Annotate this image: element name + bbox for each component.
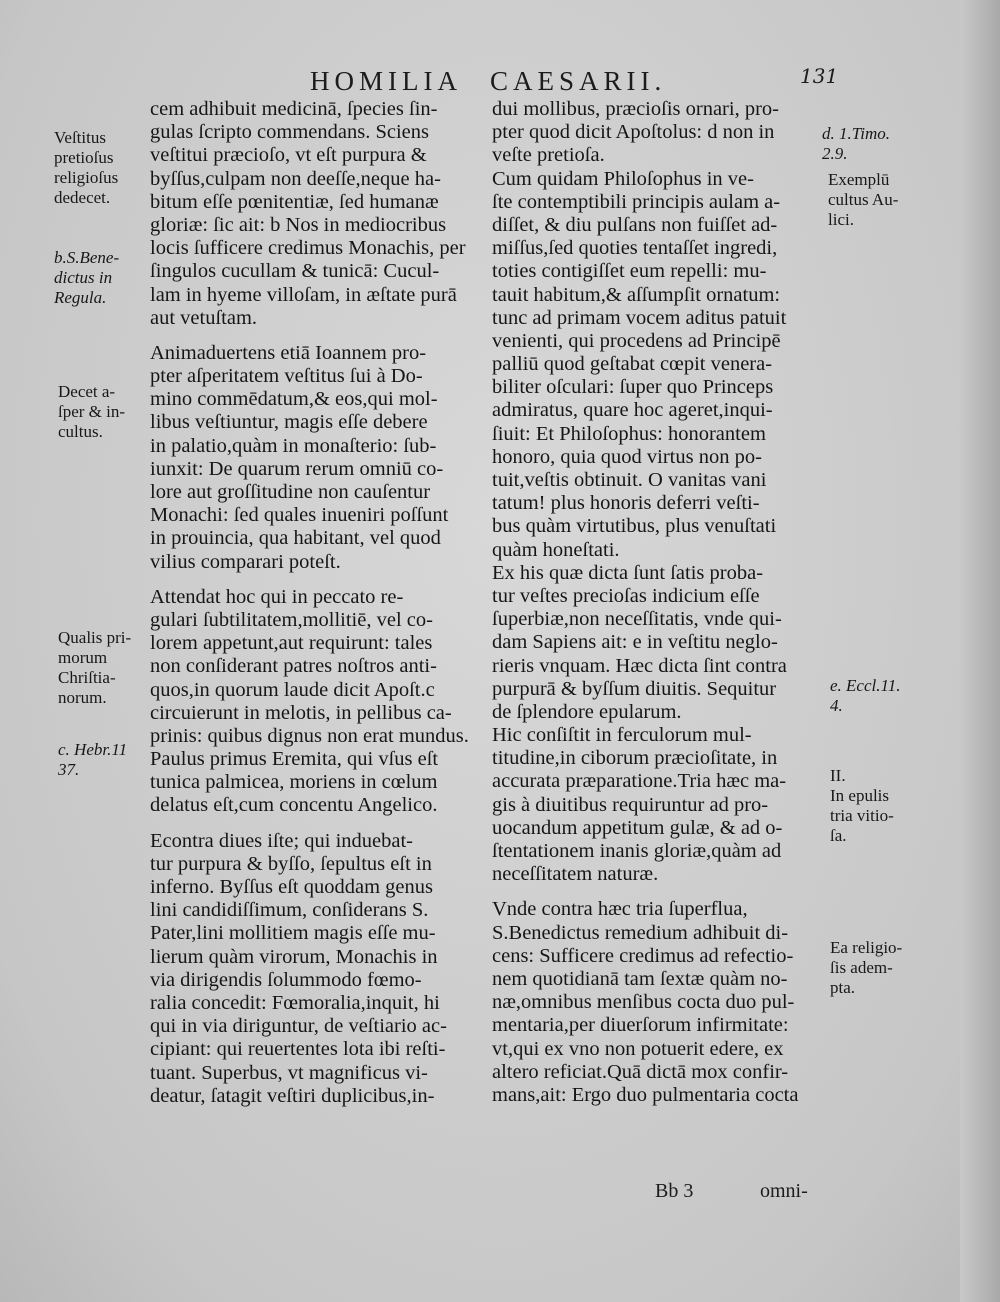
margin-note-line: cultus.	[58, 422, 103, 441]
text-line: Econtra diues iſte; qui induebat-	[150, 829, 414, 852]
text-line: non conſiderant patres noſtros anti-	[150, 655, 437, 678]
text-line: accurata præparatione.Tria hæc ma-	[492, 770, 787, 793]
margin-note-line: Exemplū	[828, 170, 890, 189]
header-title-right: CAESARII.	[490, 66, 667, 96]
text-line: mans,ait: Ergo duo pulmentaria cocta	[492, 1083, 799, 1106]
margin-note-line: norum.	[58, 688, 107, 707]
margin-note-epulis	[830, 766, 894, 846]
text-line: delatus eſt,cum concentu Angelico.	[150, 794, 438, 817]
text-line: pter quod dicit Apoſtolus: d non in	[492, 121, 775, 144]
text-line: toties contigiſſet eum repelli: mu-	[492, 260, 767, 283]
text-line: tur veſtes precioſas indicium eſſe	[492, 584, 760, 607]
text-line: inferno. Byſſus eſt quoddam genus	[150, 876, 433, 898]
text-line: nem quotidianā tam ſextæ quàm no-	[492, 967, 788, 990]
text-line: cens: Sufficere credimus ad refectio-	[492, 944, 794, 967]
text-line: lini candidiſſimum, conſiderans S.	[150, 899, 429, 922]
text-line: mentaria,per diuerſorum infirmitate:	[492, 1014, 789, 1037]
margin-note-exemplum	[828, 170, 898, 230]
margin-note-decet	[58, 382, 125, 442]
folio-number: 131	[800, 64, 839, 88]
text-line: Animaduertens etiā Ioannem pro-	[150, 341, 427, 364]
margin-note-line: ſis adem-	[830, 958, 893, 977]
margin-note-line: b.S.Bene-	[54, 248, 120, 267]
text-line: tuit,veſtis obtinuit. O vanitas vani	[492, 469, 767, 491]
right-text-column	[492, 98, 822, 1107]
text-line: titudine,in ciborum præcioſitate, in	[492, 747, 778, 770]
margin-note-line: In epulis	[830, 786, 890, 805]
text-line: gulari ſubtilitatem,mollitiē, vel co-	[150, 608, 433, 631]
text-line: ſtentationem inanis gloriæ,quàm ad	[492, 840, 782, 862]
text-line: cem adhibuit medicinā, ſpecies ſin-	[150, 98, 438, 120]
text-line: neceſſitatem naturæ.	[492, 863, 659, 886]
text-line: Ex his quæ dicta ſunt ſatis proba-	[492, 561, 764, 584]
text-line: veſtitui præcioſo, vt eſt purpura &	[150, 144, 427, 167]
text-line: næ,omnibus menſibus cocta duo pul-	[492, 991, 795, 1014]
text-line: dui mollibus, præcioſis ornari, pro-	[492, 98, 779, 120]
text-line: qui in via diriguntur, de veſtiario ac-	[150, 1015, 447, 1038]
text-line: tuant. Superbus, vt magnificus vi-	[150, 1061, 428, 1084]
left-text-column	[150, 98, 480, 1108]
margin-note-line: 4.	[830, 696, 843, 715]
text-line: honoro, quia quod virtus non po-	[492, 445, 762, 468]
margin-note-line: ſa.	[830, 826, 847, 845]
text-line: tur purpura & byſſo, ſepultus eſt in	[150, 852, 432, 875]
text-line: ſingulos cucullam & tunicā: Cucul-	[150, 260, 440, 283]
text-line: lore aut groſſitudine non cauſentur	[150, 481, 431, 503]
margin-note-line: pta.	[830, 978, 856, 997]
text-line: circuierunt in melotis, in pellibus ca-	[150, 701, 452, 724]
text-line: tunc ad primam vocem aditus patuit	[492, 306, 787, 329]
text-line: purpurā & byſſum diuitis. Sequitur	[492, 677, 777, 700]
margin-note-line: morum	[58, 648, 108, 667]
text-line: palliū quod geſtabat cœpit venera-	[492, 353, 773, 376]
text-line: ſte contemptibili principis aulam a-	[492, 190, 781, 213]
text-line: gis à diuitibus requiruntur ad pro-	[492, 793, 769, 816]
text-line: lorem appetunt,aut requirunt: tales	[150, 632, 433, 655]
margin-note-line: Decet a-	[58, 382, 116, 401]
text-line: Attendat hoc qui in peccato re-	[150, 585, 404, 608]
text-line: Vnde contra hæc tria ſuperflua,	[492, 898, 748, 921]
text-line: ſiuit: Et Philoſophus: honorantem	[492, 422, 766, 445]
text-line: S.Benedictus remedium adhibuit di-	[492, 921, 789, 944]
text-line: biliter oſculari: ſuper quo Princeps	[492, 376, 774, 399]
margin-note-qualis	[58, 628, 131, 708]
paragraph-gap	[150, 330, 480, 342]
text-line: uocandum appetitum gulæ, & ad o-	[492, 816, 783, 839]
text-line: veſte pretioſa.	[492, 144, 605, 167]
text-line: mino commēdatum,& eos,qui mol-	[150, 388, 438, 411]
running-header	[270, 66, 830, 100]
margin-note-religiosis	[830, 938, 902, 998]
margin-note-line: d. 1.Timo.	[822, 124, 891, 143]
paragraph-gap	[150, 574, 480, 586]
margin-note-line: II.	[830, 766, 846, 785]
text-line: bitum eſſe pœnitentiæ, ſed humanæ	[150, 190, 439, 213]
text-line: vilius comparari poteſt.	[150, 550, 341, 573]
margin-note-line: pretioſus	[54, 148, 114, 167]
header-title-left: HOMILIA	[310, 66, 462, 96]
text-line: aut vetuſtam.	[150, 306, 258, 329]
text-line: libus veſtiuntur, magis eſſe debere	[150, 411, 428, 434]
text-line: tauit habitum,& aſſumpſit ornatum:	[492, 283, 781, 306]
margin-note-line: Regula.	[54, 288, 107, 307]
text-line: Monachi: ſed quales inueniri poſſunt	[150, 504, 449, 527]
margin-note-line: lici.	[828, 210, 854, 229]
text-line: de ſplendore epularum.	[492, 700, 682, 723]
margin-note-hebr	[58, 740, 127, 780]
margin-note-line: 2.9.	[822, 144, 848, 163]
text-line: lierum quàm virorum, Monachis in	[150, 945, 438, 968]
text-line: in prouincia, qua habitant, vel quod	[150, 527, 441, 550]
margin-note-line: cultus Au-	[828, 190, 899, 209]
text-line: prinis: quibus dignus non erat mundus.	[150, 724, 469, 747]
text-line: tatum! plus honoris deferri veſti-	[492, 492, 760, 515]
margin-note-vestitus	[54, 128, 118, 208]
margin-note-line: Ea religio-	[830, 938, 903, 957]
text-line: vt,qui ex vno non potuerit edere, ex	[492, 1037, 784, 1060]
text-line: bus quàm virtutibus, plus venuſtati	[492, 515, 777, 538]
margin-note-eccl	[830, 676, 900, 716]
text-line: tunica palmicea, moriens in cœlum	[150, 771, 438, 794]
text-line: via dirigendis ſolummodo fœmo-	[150, 968, 422, 991]
text-line: gloriæ: ſic ait: b Nos in mediocribus	[150, 213, 447, 236]
margin-note-line: dictus in	[54, 268, 113, 287]
text-line: Pater,lini mollitiem magis eſſe mu-	[150, 922, 436, 945]
text-line: locis ſufficere credimus Monachis, per	[150, 237, 466, 260]
margin-note-benedictus	[54, 248, 119, 308]
text-line: lam in hyeme villoſam, in æſtate purā	[150, 283, 457, 306]
text-line: pter aſperitatem veſtitus ſui à Do-	[150, 365, 423, 388]
paragraph-gap	[492, 886, 822, 898]
text-line: ſuperbiæ,non neceſſitatis, vnde qui-	[492, 608, 782, 631]
text-line: admiratus, quare hoc ageret,inqui-	[492, 399, 773, 422]
text-line: quàm honeſtati.	[492, 538, 620, 561]
text-line: byſſus,culpam non deeſſe,neque ha-	[150, 167, 441, 190]
text-line: gulas ſcripto commendans. Sciens	[150, 121, 429, 144]
margin-note-line: dedecet.	[54, 188, 111, 207]
text-line: iunxit: De quarum rerum omniū co-	[150, 457, 444, 480]
text-line: miſſus,ſed quoties tentaſſet ingredi,	[492, 237, 778, 260]
text-line: Paulus primus Eremita, qui vſus eſt	[150, 748, 439, 771]
margin-note-line: e. Eccl.11.	[830, 676, 901, 695]
margin-note-timo	[822, 124, 890, 164]
text-line: diſſet, & diu pulſans non fuiſſet ad-	[492, 213, 778, 236]
text-line: Hic conſiſtit in ferculorum mul-	[492, 724, 752, 747]
signature-mark: Bb 3	[655, 1180, 694, 1202]
margin-note-line: Chriſtia-	[58, 668, 116, 687]
margin-note-line: Veſtitus	[54, 128, 106, 147]
margin-note-line: ſper & in-	[58, 402, 126, 421]
margin-note-line: c. Hebr.11	[58, 740, 128, 759]
text-line: quos,in quorum laude dicit Apoſt.c	[150, 678, 435, 701]
text-line: venienti, qui procedens ad Principē	[492, 329, 781, 352]
margin-note-line: 37.	[58, 760, 80, 779]
text-line: Cum quidam Philoſophus in ve-	[492, 167, 754, 190]
paragraph-gap	[150, 818, 480, 830]
text-line: ralia concedit: Fœmoralia,inquit, hi	[150, 991, 440, 1014]
page-edge-shadow	[960, 0, 1000, 1302]
text-line: rieris vnquam. Hæc dicta ſint contra	[492, 654, 787, 677]
catchword: omni-	[760, 1180, 808, 1202]
text-line: in palatio,quàm in monaſterio: ſub-	[150, 434, 437, 457]
margin-note-line: religioſus	[54, 168, 119, 187]
text-line: cipiant: qui reuertentes lota ibi reſti-	[150, 1038, 446, 1061]
text-line: dam Sapiens ait: e in veſtitu neglo-	[492, 631, 778, 654]
margin-note-line: Qualis pri-	[58, 628, 132, 647]
margin-note-line: tria vitio-	[830, 806, 894, 825]
text-line: altero reficiat.Quā dictā mox confir-	[492, 1060, 789, 1083]
text-line: deatur, ſatagit veſtiri duplicibus,in-	[150, 1084, 435, 1107]
